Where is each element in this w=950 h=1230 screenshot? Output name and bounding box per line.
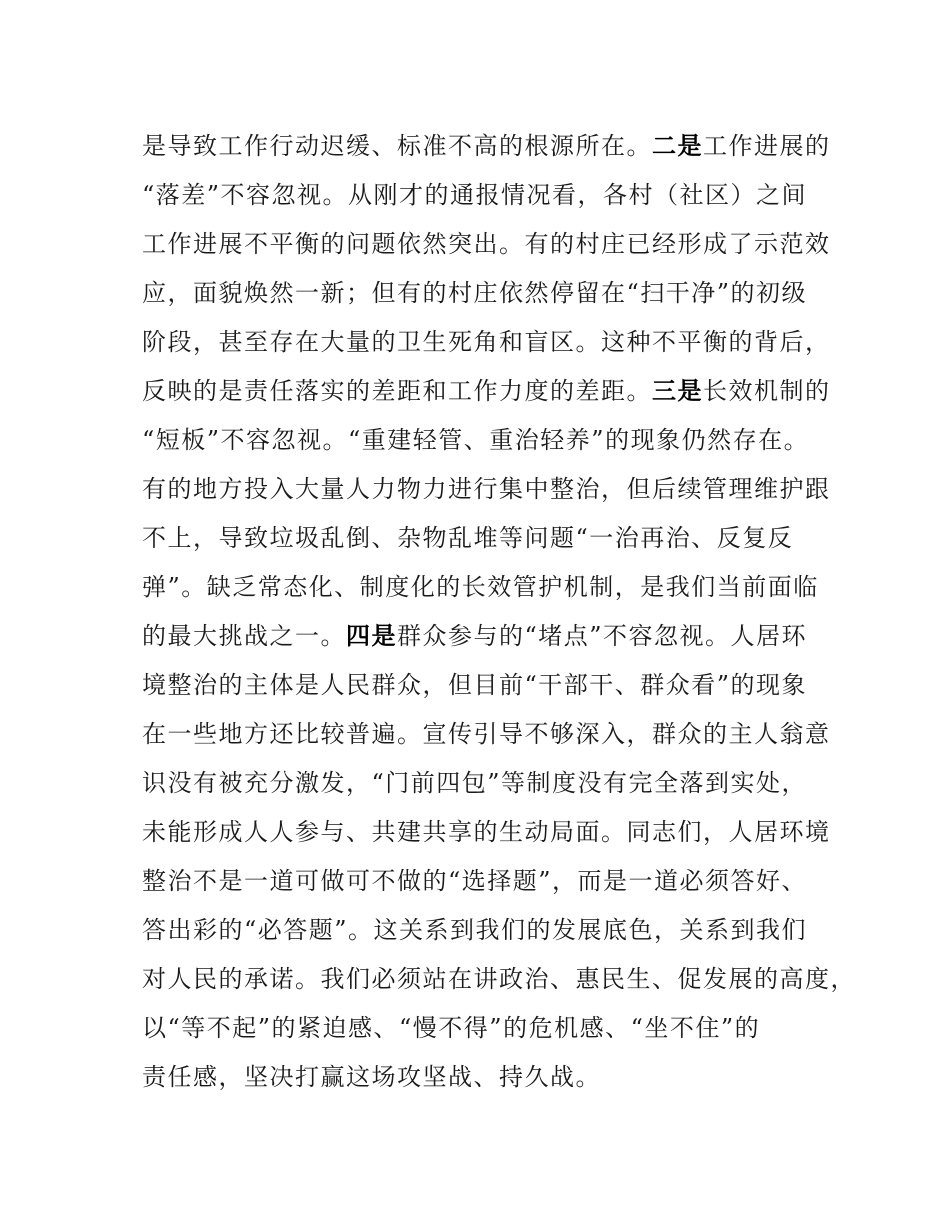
text-segment: 境整治的主体是人民群众，但目前“干部干、群众看”的现象	[142, 671, 808, 699]
text-line	[142, 122, 842, 171]
text-segment: 答出彩的“必答题”。这关系到我们的发展底色，关系到我们	[142, 916, 808, 944]
text-line	[142, 759, 842, 808]
text-segment: 在一些地方还比较普遍。宣传引导不够深入，群众的主人翁意	[142, 720, 831, 748]
text-segment: 弹”。缺乏常态化、制度化的长效管护机制，是我们当前面临	[142, 573, 819, 601]
emphasis-text: 二是	[652, 132, 703, 160]
text-line	[142, 906, 842, 955]
text-segment: 的最大挑战之一。	[142, 622, 346, 650]
text-line	[142, 1004, 842, 1053]
text-line	[142, 416, 842, 465]
emphasis-text: 四是	[346, 622, 397, 650]
text-line	[142, 857, 842, 906]
text-line	[142, 808, 842, 857]
text-line	[142, 661, 842, 710]
text-segment: 群众参与的“堵点”不容忽视。人居环	[397, 622, 808, 650]
text-line	[142, 710, 842, 759]
text-segment: 责任感，坚决打赢这场攻坚战、持久战。	[142, 1063, 601, 1091]
text-line	[142, 563, 842, 612]
text-segment: 阶段，甚至存在大量的卫生死角和盲区。这种不平衡的背后，	[142, 328, 831, 356]
emphasis-text: 三是	[652, 377, 703, 405]
text-line	[142, 220, 842, 269]
text-segment: “落差”不容忽视。从刚才的通报情况看，各村（社区）之间	[142, 181, 808, 209]
text-line	[142, 955, 856, 1004]
text-segment: 未能形成人人参与、共建共享的生动局面。同志们，人居环境	[142, 818, 831, 846]
text-line	[142, 465, 842, 514]
body-text	[142, 122, 856, 1102]
text-segment: 对人民的承诺。我们必须站在讲政治、惠民生、促发展的高度，	[142, 965, 856, 993]
text-segment: 不上，导致垃圾乱倒、杂物乱堆等问题“一治再治、反复反	[142, 524, 794, 552]
text-line	[142, 367, 842, 416]
text-segment: 长效机制的	[703, 377, 831, 405]
text-line	[142, 318, 842, 367]
text-segment: 工作进展的	[703, 132, 831, 160]
text-segment: 识没有被充分激发，“门前四包”等制度没有完全落到实处，	[142, 769, 808, 797]
text-line	[142, 1053, 842, 1102]
text-segment: 应，面貌焕然一新；但有的村庄依然停留在“扫干净”的初级	[142, 279, 808, 307]
text-segment: 反映的是责任落实的差距和工作力度的差距。	[142, 377, 652, 405]
text-segment: 有的地方投入大量人力物力进行集中整治，但后续管理维护跟	[142, 475, 831, 503]
text-segment: “短板”不容忽视。“重建轻管、重治轻养”的现象仍然存在。	[142, 426, 810, 454]
text-segment: 整治不是一道可做可不做的“选择题”，而是一道必须答好、	[142, 867, 808, 895]
text-line	[142, 269, 842, 318]
text-line	[142, 171, 842, 220]
text-line	[142, 514, 842, 563]
text-segment: 是导致工作行动迟缓、标准不高的根源所在。	[142, 132, 652, 160]
text-segment: 以“等不起”的紧迫感、“慢不得”的危机感、“坐不住”的	[142, 1014, 761, 1042]
text-line	[142, 612, 842, 661]
text-segment: 工作进展不平衡的问题依然突出。有的村庄已经形成了示范效	[142, 230, 831, 258]
